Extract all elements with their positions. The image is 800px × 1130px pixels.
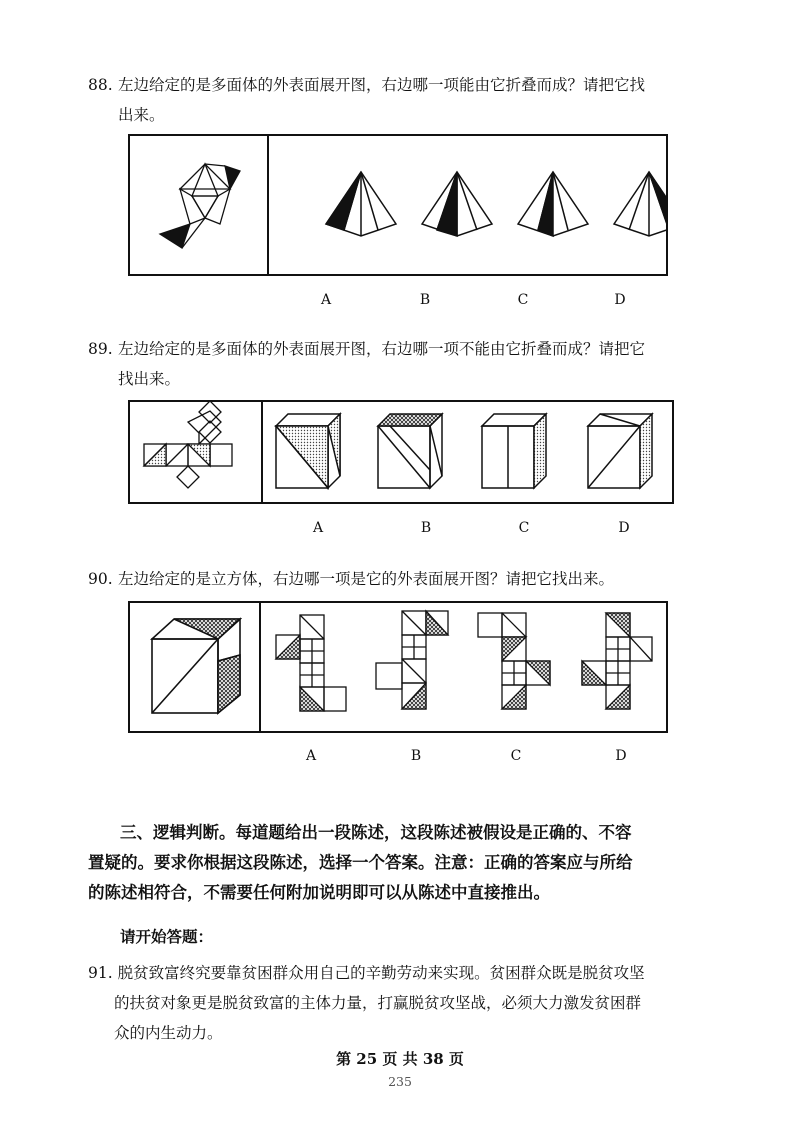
- q90-option-b-net: [376, 611, 448, 709]
- logic-section-intro: [88, 818, 720, 908]
- q89-figure: [128, 400, 674, 504]
- section-line1: 三、逻辑判断。每道题给出一段陈述，这段陈述被假设是正确的、不容: [120, 823, 632, 842]
- q90-cube: [152, 619, 240, 713]
- question-89: [88, 334, 728, 394]
- option-label-c: C: [517, 292, 529, 308]
- question-text-line1: 左边给定的是多面体的外表面展开图，右边哪一项不能由它折叠而成？请把它: [118, 340, 646, 358]
- q90-option-c-net: [478, 613, 550, 709]
- q89-figure-drawing: [130, 402, 672, 502]
- option-label-d: D: [615, 748, 627, 764]
- option-label-b: B: [420, 520, 432, 536]
- q88-option-b-pyramid: [422, 172, 492, 236]
- question-90: [88, 564, 728, 594]
- q88-net: [160, 164, 240, 248]
- start-prompt: 请开始答题：: [120, 927, 214, 946]
- q90-option-d-net: [582, 613, 652, 709]
- q90-figure-drawing: [130, 603, 666, 731]
- option-label-d: D: [618, 520, 630, 536]
- question-91: [88, 958, 720, 1048]
- q88-figure: [128, 134, 668, 276]
- section-line3: 的陈述相符合，不需要任何附加说明即可以从陈述中直接推出。: [88, 883, 550, 902]
- question-number: 91.: [88, 964, 113, 982]
- question-text-line1: 左边给定的是多面体的外表面展开图，右边哪一项能由它折叠而成？请把它找: [118, 76, 646, 94]
- q90-option-a-net: [276, 615, 346, 711]
- q89-option-b-cube: [378, 414, 442, 488]
- question-text-line3: 众的内生动力。: [114, 1024, 223, 1042]
- question-text-line1: 脱贫致富终究要靠贫困群众用自己的辛勤劳动来实现。贫困群众既是脱贫攻坚: [117, 964, 645, 982]
- option-label-a: A: [312, 520, 324, 536]
- option-label-d: D: [614, 292, 626, 308]
- question-88: [88, 70, 728, 130]
- option-label-c: C: [510, 748, 522, 764]
- q89-option-d-cube: [588, 414, 652, 488]
- q89-option-c-cube: [482, 414, 546, 488]
- q88-option-a-pyramid: [326, 172, 396, 236]
- option-label-a: A: [320, 292, 332, 308]
- q89-net: [144, 402, 232, 488]
- page-number: 235: [388, 1074, 412, 1089]
- option-label-a: A: [305, 748, 317, 764]
- question-text-line2: 出来。: [118, 106, 165, 124]
- page-indicator: 第 25 页 共 38 页: [336, 1050, 464, 1068]
- q90-figure: [128, 601, 668, 733]
- question-text-line2: 的扶贫对象更是脱贫致富的主体力量，打赢脱贫攻坚战，必须大力激发贫困群: [114, 994, 642, 1012]
- option-label-b: B: [410, 748, 422, 764]
- question-text-line2: 找出来。: [118, 370, 181, 388]
- q88-option-c-pyramid: [518, 172, 588, 236]
- option-label-c: C: [518, 520, 530, 536]
- option-label-b: B: [419, 292, 431, 308]
- q89-option-a-cube: [276, 414, 340, 488]
- question-number: 89.: [88, 340, 113, 358]
- question-text-line1: 左边给定的是立方体，右边哪一项是它的外表面展开图？请把它找出来。: [118, 570, 615, 588]
- question-number: 88.: [88, 76, 113, 94]
- section-line2: 置疑的。要求你根据这段陈述，选择一个答案。注意：正确的答案应与所给: [88, 853, 633, 872]
- q88-figure-drawing: [130, 136, 666, 274]
- q88-option-d-pyramid: [614, 172, 666, 236]
- question-number: 90.: [88, 570, 113, 588]
